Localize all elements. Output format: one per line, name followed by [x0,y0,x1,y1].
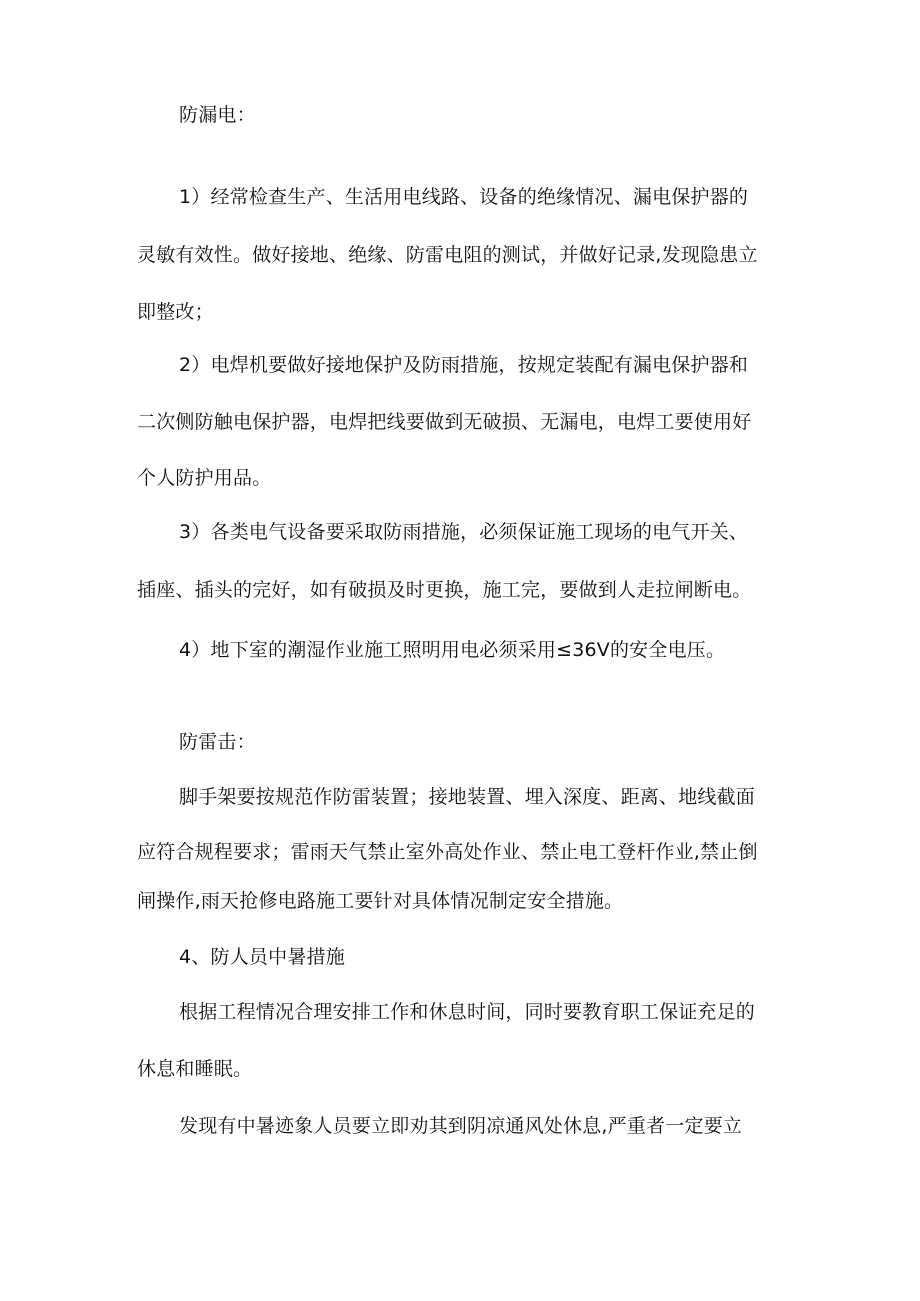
paragraph-line: 根据工程情况合理安排工作和休息时间，同时要教育职工保证充足的 [179,1001,756,1023]
paragraph-line: 3）各类电气设备要采取防雨措施，必须保证施工现场的电气开关、 [179,521,749,543]
paragraph-line: 发现有中暑迹象人员要立即劝其到阴凉通风处休息,严重者一定要立 [179,1115,743,1137]
paragraph-line: 休息和睡眠。 [137,1058,253,1080]
section-heading-leakage: 防漏电： [179,104,256,126]
paragraph-line: 脚手架要按规范作防雷装置；接地装置、埋入深度、距离、地线截面 [179,786,756,808]
paragraph-line: 闸操作,雨天抢修电路施工要针对具体情况制定安全措施。 [137,890,624,912]
section-heading-heatstroke: 4、防人员中暑措施 [179,946,345,968]
paragraph-line: 1）经常检查生产、生活用电线路、设备的绝缘情况、漏电保护器的 [179,186,749,208]
section-heading-lightning: 防雷击： [179,731,256,753]
paragraph-line: 4）地下室的潮湿作业施工照明用电必须采用≤36V的安全电压。 [179,639,726,661]
paragraph-line: 应符合规程要求；雷雨天气禁止室外高处作业、禁止电工登杆作业,禁止倒 [137,841,758,863]
paragraph-line: 即整改； [137,301,214,323]
paragraph-line: 二次侧防触电保护器，电焊把线要做到无破损、无漏电，电焊工要使用好 [137,411,752,433]
paragraph-line: 个人防护用品。 [137,467,272,489]
paragraph-line: 插座、插头的完好，如有破损及时更换，施工完，要做到人走拉闸断电。 [137,579,752,601]
paragraph-line: 灵敏有效性。做好接地、绝缘、防雷电阻的测试，并做好记录,发现隐患立 [137,244,758,266]
paragraph-line: 2）电焊机要做好接地保护及防雨措施，按规定装配有漏电保护器和 [179,354,749,376]
